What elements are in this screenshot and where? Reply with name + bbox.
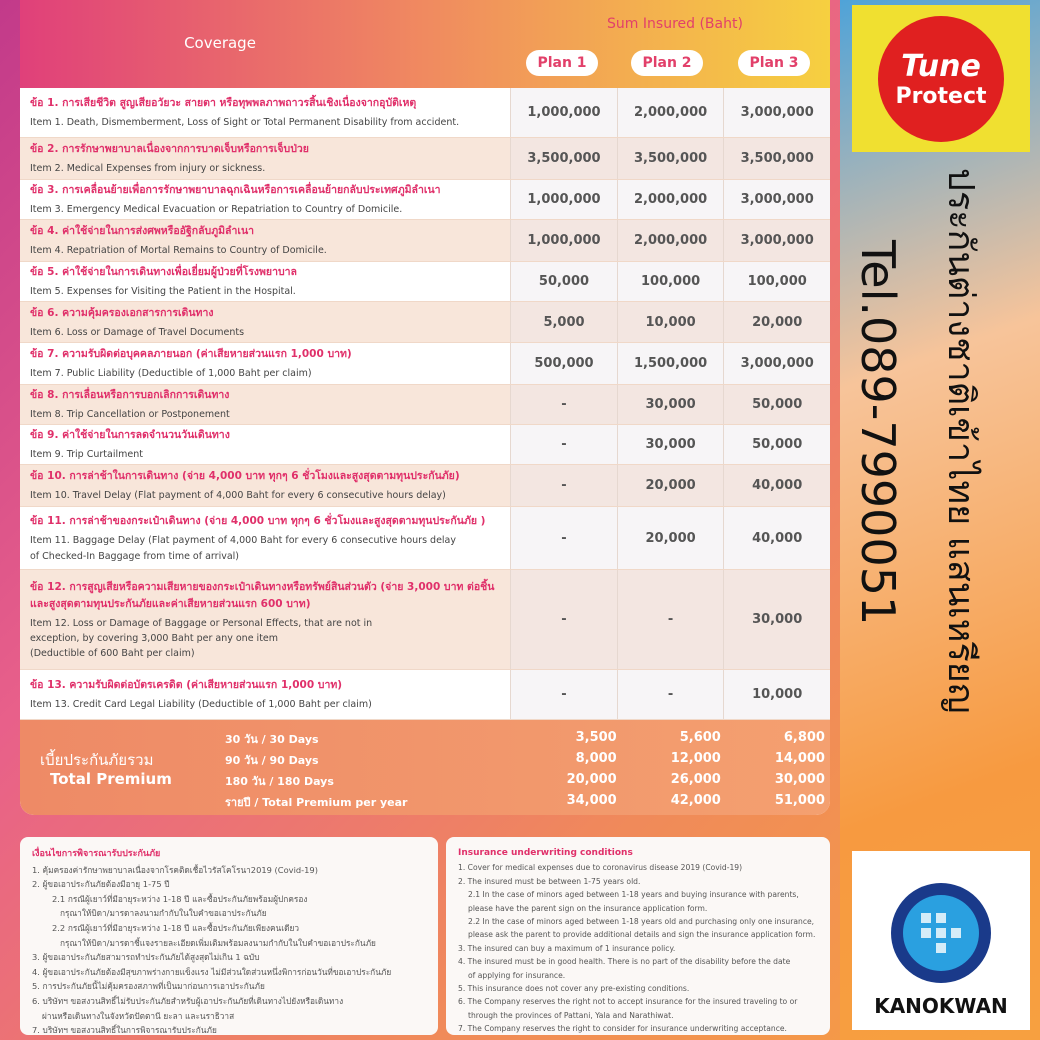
- plan-1-value: 3,500,000: [510, 138, 617, 179]
- coverage-th: ข้อ 12. การสูญเสียหรือความเสียหายของกระเป๋าเดินทางหรือทรัพย์สินส่วนตัว (จ่าย 3,000 บาท ต่อชิ้น และสูงสุดตามทุนประกันภัยและค่าเสียหายส่วนแรก 600 บาท): [30, 580, 495, 610]
- condition-line: กรุณาให้บิดา/มารดาชี้แจงรายละเอียดเพิ่มเติมพร้อมลงนามกำกับในใบคำขอเอาประกันภัย: [60, 937, 376, 948]
- plan-2-value: 20,000: [617, 465, 724, 506]
- coverage-th: ข้อ 7. ความรับผิดต่อบุคคลภายนอก (ค่าเสียหายส่วนแรก 1,000 บาท): [30, 348, 352, 361]
- coverage-th: ข้อ 2. การรักษาพยาบาลเนื่องจากการบาดเจ็บหรือการเจ็บป่วย: [30, 143, 309, 156]
- coverage-en-line: Item 8. Trip Cancellation or Postponement: [30, 409, 230, 421]
- premium-row: [225, 751, 825, 771]
- premium-plan-2: 12,000: [670, 751, 721, 766]
- plan-1-label: Plan 1: [526, 50, 598, 76]
- coverage-description: [20, 180, 510, 219]
- premium-plan-1: 34,000: [566, 793, 617, 808]
- coverage-en: [30, 407, 500, 422]
- premium-title-th: เบี้ยประกันภัยรวม: [40, 751, 154, 769]
- coverage-th: ข้อ 11. การล่าช้าของกระเป๋าเดินทาง (จ่าย 4,000 บาท ทุกๆ 6 ชั่วโมงและสูงสุดตามทุนประกันภัย ): [30, 515, 486, 528]
- coverage-row: [20, 220, 830, 262]
- plan-3-value: 3,000,000: [723, 220, 830, 261]
- plan-3-value: 3,000,000: [723, 180, 830, 219]
- conditions-en-box: [446, 837, 830, 1035]
- coverage-en-line: Item 3. Emergency Medical Evacuation or Repatriation to Country of Domicile.: [30, 204, 403, 216]
- plan-3-value: 20,000: [723, 302, 830, 342]
- plan-2-value: 2,000,000: [617, 220, 724, 261]
- premium-plan-3: 51,000: [774, 793, 825, 808]
- total-premium-section: [20, 720, 830, 815]
- conditions-th-title: เงื่อนไขการพิจารณารับประกันภัย: [32, 849, 161, 859]
- plan-3-value: 30,000: [723, 570, 830, 669]
- condition-line: 2.1 กรณีผู้เยาว์ที่มีอายุระหว่าง 1-18 ปี และซื้อประกันภัยพร้อมผู้ปกครอง: [52, 893, 308, 904]
- plan-2-value: 1,500,000: [617, 343, 724, 384]
- premium-row: [225, 793, 825, 813]
- plan-2-value: 30,000: [617, 425, 724, 464]
- coverage-row: [20, 138, 830, 180]
- coverage-en-line: Item 10. Travel Delay (Flat payment of 4,000 Baht for every 6 consecutive hours delay): [30, 490, 446, 502]
- premium-plan-3: 30,000: [774, 772, 825, 787]
- phone-number: Tel.089-7990051: [851, 240, 905, 626]
- coverage-row: [20, 465, 830, 507]
- plan-1-value: -: [510, 425, 617, 464]
- plan-3-value: 3,000,000: [723, 343, 830, 384]
- premium-title-en: Total Premium: [50, 770, 172, 788]
- plan-2-value: 100,000: [617, 262, 724, 301]
- sum-insured-heading: Sum Insured (Baht): [607, 16, 743, 32]
- coverage-description: [20, 302, 510, 342]
- coverage-table-card: [20, 0, 830, 815]
- condition-line: through the provinces of Pattani, Yala and Narathiwat.: [468, 1010, 674, 1020]
- coverage-th: ข้อ 4. ค่าใช้จ่ายในการส่งศพหรืออัฐิกลับภูมิลำเนา: [30, 225, 255, 238]
- plan-1-value: 5,000: [510, 302, 617, 342]
- plan-3-value: 50,000: [723, 425, 830, 464]
- plan-2-value: -: [617, 670, 724, 719]
- condition-line: 4. The insured must be in good health. There is no part of the disability before the date: [458, 957, 791, 967]
- coverage-en-line: Item 12. Loss or Damage of Baggage or Personal Effects, that are not in: [30, 617, 373, 629]
- condition-line: 2.1 In the case of minors aged between 1-18 years and buying insurance with parents,: [468, 890, 799, 900]
- coverage-en: [30, 533, 500, 563]
- plan-2-value: 10,000: [617, 302, 724, 342]
- plan-2-value: 30,000: [617, 385, 724, 424]
- coverage-en-line: Item 1. Death, Dismemberment, Loss of Sight or Total Permanent Disability from accident.: [30, 117, 460, 129]
- premium-period: 30 วัน / 30 Days: [225, 733, 319, 746]
- coverage-description: [20, 88, 510, 137]
- condition-line: 2. The insured must be between 1-75 years old.: [458, 876, 641, 886]
- condition-line: 5. This insurance does not cover any pre-existing conditions.: [458, 984, 690, 994]
- tagline: ประกันต่างชาติเข้าไทย แสนเหรียญ: [940, 168, 981, 714]
- condition-line: 1. Cover for medical expenses due to coronavirus disease 2019 (Covid-19): [458, 863, 743, 873]
- condition-line: 3. The insured can buy a maximum of 1 insurance policy.: [458, 943, 676, 953]
- coverage-th: ข้อ 10. การล่าช้าในการเดินทาง (จ่าย 4,000 บาท ทุกๆ 6 ชั่วโมงและสูงสุดตามทุนประกันภัย): [30, 470, 460, 483]
- condition-line: 7. The Company reserves the right to consider for insurance underwriting acceptance.: [458, 1024, 787, 1034]
- coverage-en-line: Item 9. Trip Curtailment: [30, 449, 143, 461]
- premium-period: รายปี / Total Premium per year: [225, 796, 408, 809]
- coverage-th: ข้อ 3. การเคลื่อนย้ายเพื่อการรักษาพยาบาลฉุกเฉินหรือการเคลื่อนย้ายกลับประเทศภูมิลำเนา: [30, 184, 441, 197]
- plan-1-value: 50,000: [510, 262, 617, 301]
- coverage-en: [30, 161, 500, 176]
- premium-plan-1: 8,000: [575, 751, 617, 766]
- premium-plan-3: 6,800: [783, 730, 825, 745]
- condition-line: please ask the parent to provide additional details and sign the insurance application form.: [468, 930, 816, 940]
- condition-line: 1. คุ้มครองค่ารักษาพยาบาลเนื่องจากโรคติดเชื้อไวรัสโคโรนา2019 (Covid-19): [32, 864, 318, 875]
- condition-line: 2. ผู้ขอเอาประกันภัยต้องมีอายุ 1-75 ปี: [32, 879, 170, 890]
- coverage-description: [20, 220, 510, 261]
- coverage-th: ข้อ 6. ความคุ้มครองเอกสารการเดินทาง: [30, 306, 214, 319]
- coverage-th: ข้อ 13. ความรับผิดต่อบัตรเครดิต (ค่าเสียหายส่วนแรก 1,000 บาท): [30, 679, 343, 692]
- coverage-en: [30, 115, 500, 130]
- plan-1-value: 1,000,000: [510, 88, 617, 137]
- coverage-en-line: Item 2. Medical Expenses from injury or sickness.: [30, 163, 266, 175]
- coverage-th: ข้อ 1. การเสียชีวิต สูญเสียอวัยวะ สายตา หรือทุพพลภาพถาวรสิ้นเชิงเนื่องจากอุบัติเหตุ: [30, 97, 417, 110]
- coverage-row: [20, 88, 830, 138]
- premium-row: [225, 772, 825, 792]
- coverage-en: [30, 697, 500, 712]
- coverage-row: [20, 180, 830, 220]
- condition-line: 4. ผู้ขอเอาประกันภัยต้องมีสุขภาพร่างกายแข็งแรง ไม่มีส่วนใดส่วนหนึ่งพิการก่อนวันที่ขอเอาประกันภัย: [32, 966, 392, 977]
- plan-2-value: -: [617, 570, 724, 669]
- premium-plan-1: 3,500: [575, 730, 617, 745]
- coverage-row: [20, 670, 830, 720]
- plan-2-value: 2,000,000: [617, 88, 724, 137]
- coverage-th: ข้อ 9. ค่าใช้จ่ายในการลดจำนวนวันเดินทาง: [30, 429, 230, 442]
- plan-1-value: -: [510, 670, 617, 719]
- coverage-description: [20, 262, 510, 301]
- plan-3-label: Plan 3: [738, 50, 810, 76]
- coverage-row: [20, 302, 830, 343]
- coverage-en-line: Item 5. Expenses for Visiting the Patient in the Hospital.: [30, 286, 296, 298]
- condition-line: of applying for insurance.: [468, 970, 566, 980]
- coverage-description: [20, 343, 510, 384]
- coverage-description: [20, 425, 510, 464]
- coverage-en-line: Item 7. Public Liability (Deductible of 1,000 Baht per claim): [30, 368, 312, 380]
- conditions-en-title: Insurance underwriting conditions: [458, 848, 633, 858]
- plan-2-value: 3,500,000: [617, 138, 724, 179]
- coverage-row: [20, 343, 830, 385]
- coverage-description: [20, 385, 510, 424]
- coverage-row: [20, 262, 830, 302]
- conditions-th-box: [20, 837, 438, 1035]
- premium-plan-2: 42,000: [670, 793, 721, 808]
- coverage-th: ข้อ 8. การเลื่อนหรือการบอกเลิกการเดินทาง: [30, 389, 230, 402]
- coverage-row: [20, 425, 830, 465]
- coverage-row: [20, 570, 830, 670]
- coverage-en: [30, 243, 500, 258]
- plan-1-value: 1,000,000: [510, 180, 617, 219]
- coverage-en-line: Item 4. Repatriation of Mortal Remains to Country of Domicile.: [30, 245, 327, 257]
- coverage-description: [20, 670, 510, 719]
- coverage-row: [20, 385, 830, 425]
- coverage-description: [20, 570, 510, 669]
- coverage-th: ข้อ 5. ค่าใช้จ่ายในการเดินทางเพื่อเยี่ยมผู้ป่วยที่โรงพยาบาล: [30, 266, 297, 279]
- condition-line: 2.2 กรณีผู้เยาว์ที่มีอายุระหว่าง 1-18 ปี และซื้อประกันภัยเพียงคนเดียว: [52, 922, 299, 933]
- plan-3-value: 10,000: [723, 670, 830, 719]
- coverage-en: [30, 325, 500, 340]
- condition-line: ผ่านหรือเดินทางในจังหวัดปัตตานี ยะลา และนราธิวาส: [42, 1010, 235, 1021]
- premium-plan-1: 20,000: [566, 772, 617, 787]
- condition-line: 5. การประกันภัยนี้ไม่คุ้มครองสภาพที่เป็นมาก่อนการเอาประกันภัย: [32, 981, 265, 992]
- coverage-heading: Coverage: [184, 34, 256, 52]
- plan-3-value: 40,000: [723, 465, 830, 506]
- plan-1-value: -: [510, 570, 617, 669]
- condition-line: please have the parent sign on the insurance application form.: [468, 903, 708, 913]
- coverage-en-line: exception, by covering 3,000 Baht per any one item: [30, 632, 279, 644]
- coverage-description: [20, 465, 510, 506]
- coverage-en: [30, 284, 500, 299]
- plan-3-value: 3,500,000: [723, 138, 830, 179]
- premium-row: [225, 730, 825, 750]
- plan-1-value: -: [510, 507, 617, 569]
- kanokwan-logo: [852, 851, 1030, 1030]
- plan-3-value: 50,000: [723, 385, 830, 424]
- plan-2-label: Plan 2: [631, 50, 703, 76]
- coverage-en-line: of Checked-In Baggage from time of arrival): [30, 550, 240, 562]
- condition-line: 6. บริษัทฯ ขอสงวนสิทธิ์ไม่รับประกันภัยสำหรับผู้เอาประกันภัยที่เดินทางไปยังหรือเดินทาง: [32, 995, 344, 1006]
- condition-line: 2.2 In the case of minors aged between 1-18 years old and purchasing only one insurance,: [468, 917, 815, 927]
- premium-plan-2: 5,600: [679, 730, 721, 745]
- coverage-description: [20, 507, 510, 569]
- premium-period: 90 วัน / 90 Days: [225, 754, 319, 767]
- coverage-en: [30, 447, 500, 462]
- premium-period: 180 วัน / 180 Days: [225, 775, 334, 788]
- table-header: [20, 0, 830, 88]
- plan-3-value: 40,000: [723, 507, 830, 569]
- condition-line: 3. ผู้ขอเอาประกันภัยสามารถทำประกันภัยได้สูงสุดไม่เกิน 1 ฉบับ: [32, 952, 260, 963]
- plan-1-value: -: [510, 385, 617, 424]
- agent-name: KANOKWAN: [874, 994, 1008, 1018]
- globe-icon: [886, 878, 996, 988]
- premium-plan-2: 26,000: [670, 772, 721, 787]
- premium-plan-3: 14,000: [774, 751, 825, 766]
- coverage-en-line: Item 11. Baggage Delay (Flat payment of 4,000 Baht for every 6 consecutive hours delay: [30, 535, 457, 547]
- coverage-en-line: Item 6. Loss or Damage of Travel Documents: [30, 326, 245, 338]
- plan-2-value: 2,000,000: [617, 180, 724, 219]
- tune-protect-logo: Tune Protect: [852, 5, 1030, 152]
- plan-1-value: -: [510, 465, 617, 506]
- coverage-en: [30, 366, 500, 381]
- coverage-en: [30, 202, 500, 217]
- condition-line: 6. The Company reserves the right not to accept insurance for the insured traveling to or: [458, 997, 798, 1007]
- coverage-en: [30, 616, 500, 662]
- plan-2-value: 20,000: [617, 507, 724, 569]
- coverage-en-line: (Deductible of 600 Baht per claim): [30, 648, 195, 660]
- coverage-description: [20, 138, 510, 179]
- plan-1-value: 1,000,000: [510, 220, 617, 261]
- coverage-row: [20, 507, 830, 570]
- coverage-en-line: Item 13. Credit Card Legal Liability (Deductible of 1,000 Baht per claim): [30, 699, 372, 711]
- plan-3-value: 3,000,000: [723, 88, 830, 137]
- plan-3-value: 100,000: [723, 262, 830, 301]
- condition-line: กรุณาให้บิดา/มารดาลงนามกำกับในใบคำขอเอาประกันภัย: [60, 908, 267, 919]
- condition-line: 7. บริษัทฯ ขอสงวนสิทธิ์ในการพิจารณารับประกันภัย: [32, 1025, 217, 1036]
- plan-1-value: 500,000: [510, 343, 617, 384]
- coverage-en: [30, 488, 500, 503]
